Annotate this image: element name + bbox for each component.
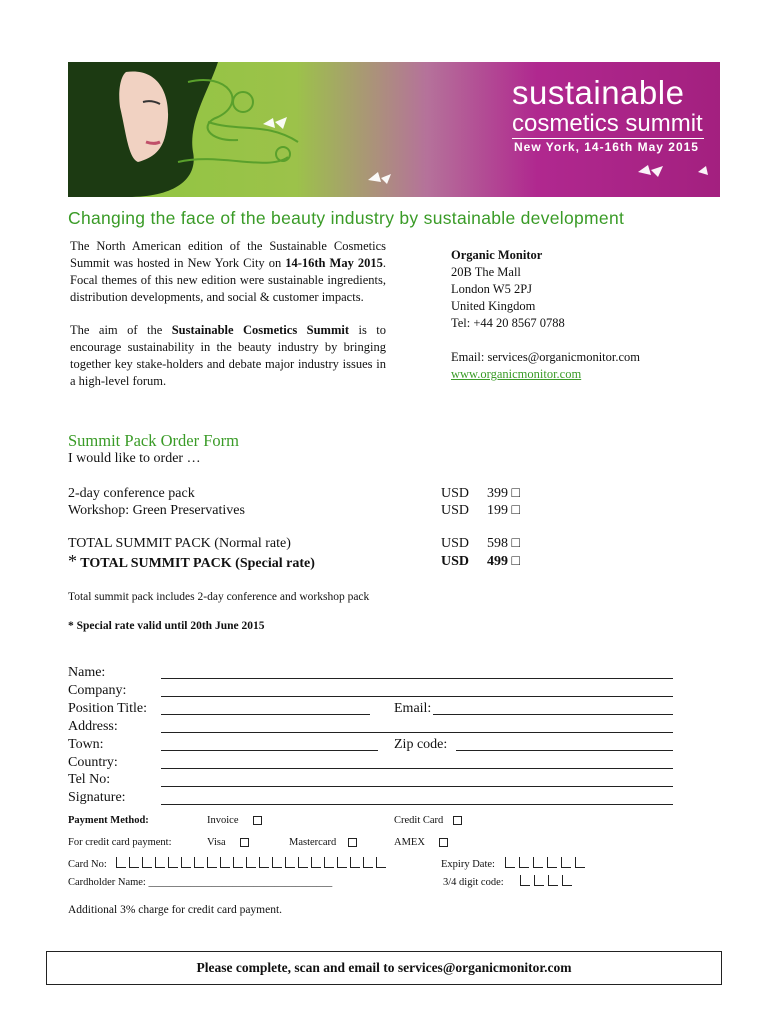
card-digit[interactable] bbox=[311, 857, 321, 868]
visa-checkbox[interactable] bbox=[240, 838, 249, 847]
amex-label: AMEX bbox=[394, 837, 425, 848]
invoice-option[interactable] bbox=[207, 815, 262, 826]
expiry-digit[interactable] bbox=[547, 857, 557, 868]
code-digit[interactable] bbox=[548, 875, 558, 886]
amex-option[interactable] bbox=[394, 837, 448, 848]
intro-p2-text: The aim of the bbox=[70, 323, 172, 337]
contact-block bbox=[451, 247, 640, 383]
mastercard-option[interactable] bbox=[289, 837, 357, 848]
address-field[interactable] bbox=[161, 732, 673, 733]
credit-card-option[interactable] bbox=[394, 815, 462, 826]
special-rate-note: * Special rate valid until 20th June 2015 bbox=[68, 620, 265, 632]
credit-card-label: Credit Card bbox=[394, 815, 444, 826]
email-field[interactable] bbox=[433, 714, 673, 715]
address-label: Address: bbox=[68, 719, 118, 734]
zip-field[interactable] bbox=[456, 750, 673, 751]
name-field[interactable] bbox=[161, 678, 673, 679]
contact-address-2: London W5 2PJ bbox=[451, 282, 533, 296]
mastercard-checkbox[interactable] bbox=[348, 838, 357, 847]
card-digit[interactable] bbox=[285, 857, 295, 868]
card-digit[interactable] bbox=[363, 857, 373, 868]
intro-p1-text: The North American edition of the Sustainable Cosmetics Summit was hosted in New York City on bbox=[70, 239, 386, 270]
banner-subtitle: cosmetics summit bbox=[512, 110, 703, 137]
position-field[interactable] bbox=[161, 714, 370, 715]
credit-card-checkbox[interactable] bbox=[453, 816, 462, 825]
intro-p1-date: 14-16th May 2015 bbox=[285, 256, 383, 270]
order-item-currency: USD bbox=[441, 536, 470, 551]
code-digit[interactable] bbox=[534, 875, 544, 886]
country-field[interactable] bbox=[161, 768, 673, 769]
cc-payment-label: For credit card payment: bbox=[68, 837, 172, 848]
contact-address-1: 20B The Mall bbox=[451, 265, 521, 279]
card-number-input[interactable] bbox=[116, 857, 386, 868]
tel-field[interactable] bbox=[161, 786, 673, 787]
position-label: Position Title: bbox=[68, 701, 147, 716]
security-code-input[interactable] bbox=[520, 875, 572, 886]
footer-instruction bbox=[46, 951, 722, 985]
card-digit[interactable] bbox=[116, 857, 126, 868]
order-item-label: Workshop: Green Preservatives bbox=[68, 503, 245, 518]
order-item-label: TOTAL SUMMIT PACK (Normal rate) bbox=[68, 536, 291, 551]
contact-website-link[interactable]: www.organicmonitor.com bbox=[451, 367, 582, 381]
banner-date: New York, 14-16th May 2015 bbox=[514, 140, 699, 154]
card-digit[interactable] bbox=[194, 857, 204, 868]
banner-divider bbox=[512, 138, 704, 139]
town-field[interactable] bbox=[161, 750, 378, 751]
card-digit[interactable] bbox=[298, 857, 308, 868]
intro-text bbox=[70, 238, 386, 406]
company-label: Company: bbox=[68, 683, 127, 698]
intro-p1-text-end: . Focal themes of this new edition were sustainable ingredients, distribution developments, and social & customer impacts. bbox=[70, 256, 386, 304]
card-digit[interactable] bbox=[376, 857, 386, 868]
order-item-currency: USD bbox=[441, 503, 470, 518]
pack-note: Total summit pack includes 2-day conference and workshop pack bbox=[68, 591, 370, 603]
contact-country: United Kingdom bbox=[451, 299, 536, 313]
expiry-label: Expiry Date: bbox=[441, 859, 495, 870]
order-intro: I would like to order … bbox=[68, 451, 201, 466]
code-digit[interactable] bbox=[520, 875, 530, 886]
contact-email: Email: services@organicmonitor.com bbox=[451, 350, 641, 364]
digit-code-label: 3/4 digit code: bbox=[443, 877, 504, 888]
zip-label: Zip code: bbox=[394, 737, 448, 752]
expiry-digit[interactable] bbox=[561, 857, 571, 868]
cardholder-name-field[interactable]: Cardholder Name: ___________________________________ bbox=[68, 877, 333, 888]
special-label: TOTAL SUMMIT PACK (Special rate) bbox=[80, 556, 315, 571]
amex-checkbox[interactable] bbox=[439, 838, 448, 847]
order-item-currency: USD bbox=[441, 554, 470, 569]
card-digit[interactable] bbox=[259, 857, 269, 868]
visa-option[interactable] bbox=[207, 837, 249, 848]
invoice-label: Invoice bbox=[207, 815, 239, 826]
expiry-digit[interactable] bbox=[505, 857, 515, 868]
card-digit[interactable] bbox=[350, 857, 360, 868]
order-item-checkbox[interactable]: 199 □ bbox=[487, 503, 520, 518]
order-item-currency: USD bbox=[441, 486, 470, 501]
signature-field[interactable] bbox=[161, 804, 673, 805]
expiry-digit[interactable] bbox=[533, 857, 543, 868]
order-item-label: 2-day conference pack bbox=[68, 486, 195, 501]
expiry-digit[interactable] bbox=[575, 857, 585, 868]
order-form-title: Summit Pack Order Form bbox=[68, 431, 239, 450]
code-digit[interactable] bbox=[562, 875, 572, 886]
name-label: Name: bbox=[68, 665, 106, 680]
card-digit[interactable] bbox=[246, 857, 256, 868]
page-headline: Changing the face of the beauty industry by sustainable development bbox=[68, 208, 625, 228]
card-digit[interactable] bbox=[207, 857, 217, 868]
mastercard-label: Mastercard bbox=[289, 837, 337, 848]
order-item-checkbox[interactable]: 598 □ bbox=[487, 536, 520, 551]
country-label: Country: bbox=[68, 755, 118, 770]
order-item-label bbox=[68, 553, 315, 572]
intro-p2-event: Sustainable Cosmetics Summit bbox=[171, 323, 350, 337]
footer-text: Please complete, scan and email to services@organicmonitor.com bbox=[196, 960, 572, 975]
intro-paragraph-1 bbox=[70, 238, 386, 306]
order-item-checkbox[interactable]: 399 □ bbox=[487, 486, 520, 501]
order-item-checkbox[interactable]: 499 □ bbox=[487, 554, 520, 569]
signature-label: Signature: bbox=[68, 790, 126, 805]
intro-paragraph-2 bbox=[70, 322, 386, 390]
town-label: Town: bbox=[68, 737, 104, 752]
surcharge-note: Additional 3% charge for credit card payment. bbox=[68, 904, 283, 916]
card-digit[interactable] bbox=[129, 857, 139, 868]
card-digit[interactable] bbox=[220, 857, 230, 868]
card-digit[interactable] bbox=[337, 857, 347, 868]
card-digit[interactable] bbox=[168, 857, 178, 868]
visa-label: Visa bbox=[207, 837, 226, 848]
expiry-date-input[interactable] bbox=[505, 857, 585, 868]
invoice-checkbox[interactable] bbox=[253, 816, 262, 825]
contact-org: Organic Monitor bbox=[451, 248, 543, 262]
company-field[interactable] bbox=[161, 696, 673, 697]
email-label: Email: bbox=[394, 701, 432, 716]
card-digit[interactable] bbox=[324, 857, 334, 868]
expiry-digit[interactable] bbox=[519, 857, 529, 868]
card-no-label: Card No: bbox=[68, 859, 107, 870]
card-digit[interactable] bbox=[142, 857, 152, 868]
intro-p2-text-end: is to encourage sustainability in the beauty industry by bringing together key stake-holders and debate major industry issues in a high-level forum. bbox=[70, 323, 387, 388]
tel-label: Tel No: bbox=[68, 772, 111, 787]
special-star: * bbox=[68, 551, 77, 571]
card-digit[interactable] bbox=[181, 857, 191, 868]
summit-banner bbox=[68, 62, 720, 197]
banner-title: sustainable bbox=[512, 74, 685, 111]
card-digit[interactable] bbox=[233, 857, 243, 868]
contact-tel: Tel: +44 20 8567 0788 bbox=[451, 316, 565, 330]
card-digit[interactable] bbox=[272, 857, 282, 868]
card-digit[interactable] bbox=[155, 857, 165, 868]
payment-method-label: Payment Method: bbox=[68, 815, 149, 826]
